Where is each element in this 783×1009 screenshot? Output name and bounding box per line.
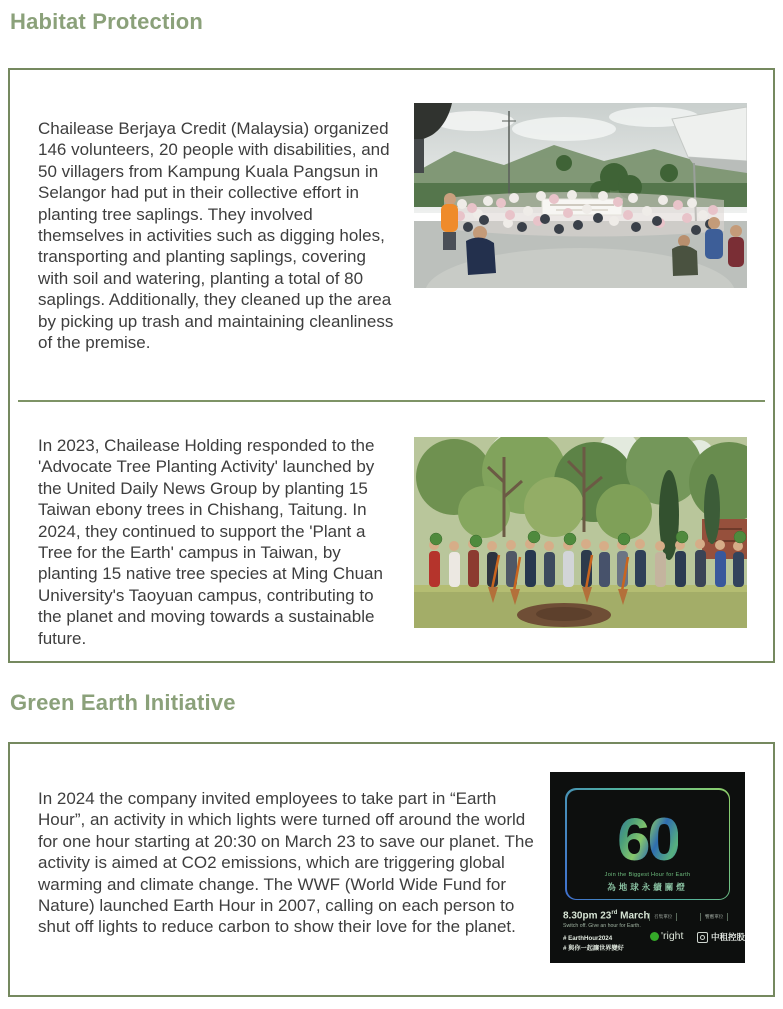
- section-title-habitat-protection: Habitat Protection: [10, 9, 204, 34]
- poster-time: [563, 910, 650, 921]
- poster-time-day: 8.30pm 23: [563, 910, 612, 922]
- oright-dot-icon: [650, 932, 659, 941]
- chailease-logo-text: 中租控股: [711, 932, 746, 942]
- tree-planting-illustration: [414, 437, 747, 628]
- poster-gradient-frame: [565, 788, 730, 900]
- poster-hashtags: [563, 934, 624, 954]
- chailease-logo: [697, 931, 745, 943]
- oright-logo: [650, 930, 683, 942]
- habitat-story-1-text: Chailease Berjaya Credit (Malaysia) organized 146 volunteers, 20 people with disabilities, and 50 villagers from Kampung Kuala Pangsun in Selangor had put in their collective effort in planting tree saplings. They involved themselves in activities such as digging holes, transporting and planting saplings, covering with soil and watering, planting a total of 80 saplings. Additionally, they cleaned up the area by picking up trash and maintaining cleanliness of the premise.: [38, 119, 394, 353]
- poster-hashtag-2: # 與你一起讓世界變好: [563, 945, 624, 952]
- poster-join-line: Join the Biggest Hour for Earth: [604, 871, 691, 878]
- earth-hour-story-text: In 2024 the company invited employees to take part in “Earth Hour”, an activity in which lights were turned off around the world for one hour starting at 20:30 on March 23 to save our planet. The activity is aimed at CO2 emissions, which are triggering global warming and climate change. The WWF (World Wide Fund for Nature) launched Earth Hour in 2007, calling on each person to shut off lights to reduce carbon to show their love for the planet.: [38, 789, 534, 937]
- poster-time-ordinal: rd: [611, 910, 618, 916]
- poster-time-month: March: [617, 910, 650, 922]
- earth-hour-60-number: 60: [617, 805, 678, 873]
- volunteers-photo-illustration: [414, 103, 747, 288]
- poster-switch-line: Switch off. Give an hour for Earth.: [563, 923, 641, 929]
- section-title-green-earth-initiative: Green Earth Initiative: [10, 690, 236, 715]
- poster-unit-label-2: 響應單位: [700, 913, 728, 921]
- earth-hour-poster: [550, 772, 745, 963]
- oright-logo-text: 'right: [661, 930, 684, 942]
- chailease-icon: [697, 932, 708, 943]
- volunteers-group-photo: [414, 103, 747, 288]
- story-divider: [18, 400, 765, 402]
- habitat-story-2-text: In 2023, Chailease Holding responded to the 'Advocate Tree Planting Activity' launched by the United Daily News Group by planting 15 Taiwan ebony trees in Chishang, Taitung. In 2024, they continued to support the 'Plant a Tree for the Earth' campus in Taiwan, by planting 15 native tree species at Ming Chuan University's Taoyuan campus, contributing to the planet and moving towards a sustainable future.: [38, 436, 383, 648]
- poster-unit-label-1: 召集單位: [649, 913, 677, 921]
- poster-hashtag-1: # EarthHour2024: [563, 935, 613, 942]
- poster-slogan-zh: 為地球永續關燈: [607, 881, 688, 892]
- tree-planting-photo: [414, 437, 747, 628]
